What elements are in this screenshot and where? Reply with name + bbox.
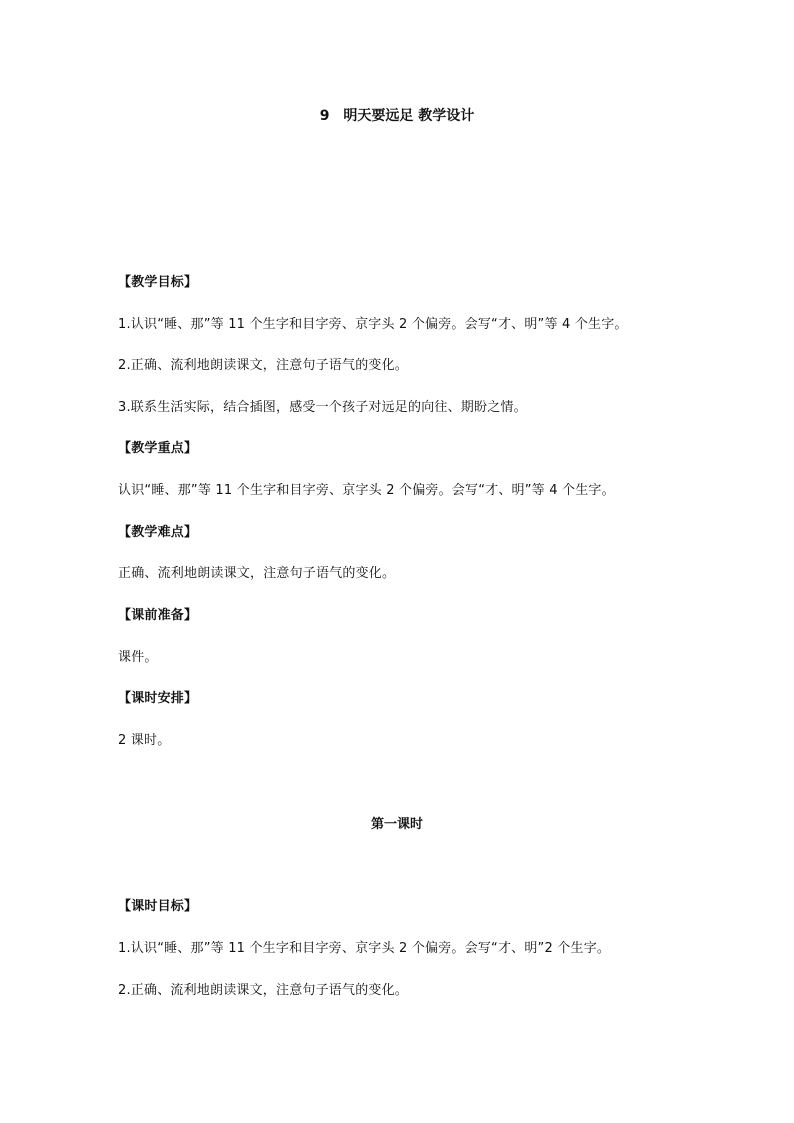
schedule-text: 2 课时。: [118, 733, 171, 748]
section-heading-schedule: 【课时安排】: [118, 691, 198, 706]
section-heading-preparation: 【课前准备】: [118, 608, 198, 623]
section-heading-key-points: 【教学重点】: [118, 441, 198, 456]
section-heading-difficulties: 【教学难点】: [118, 525, 198, 540]
lesson-goal-item-1: 1.认识“睡、那”等 11 个生字和目字旁、京字头 2 个偏旁。会写“才、明”2 个生字。: [118, 941, 611, 956]
difficulties-text: 正确、流利地朗读课文，注意句子语气的变化。: [118, 566, 396, 581]
goal-item-1: 1.认识“睡、那”等 11 个生字和目字旁、京字头 2 个偏旁。会写“才、明”等 4 个生字。: [118, 317, 628, 332]
lesson-title: 第一课时: [370, 817, 423, 832]
goal-item-2: 2.正确、流利地朗读课文，注意句子语气的变化。: [118, 358, 409, 373]
preparation-text: 课件。: [118, 650, 158, 665]
lesson-goal-item-2: 2.正确、流利地朗读课文，注意句子语气的变化。: [118, 983, 409, 998]
section-heading-teaching-goals: 【教学目标】: [118, 275, 198, 290]
key-points-text: 认识“睡、那”等 11 个生字和目字旁、京字头 2 个偏旁。会写“才、明”等 4 个生字。: [118, 483, 615, 498]
section-heading-lesson-goals: 【课时目标】: [118, 899, 198, 914]
document-title: 9 明天要远足 教学设计: [319, 108, 475, 124]
goal-item-3: 3.联系生活实际，结合插图，感受一个孩子对远足的向往、期盼之情。: [118, 400, 527, 415]
